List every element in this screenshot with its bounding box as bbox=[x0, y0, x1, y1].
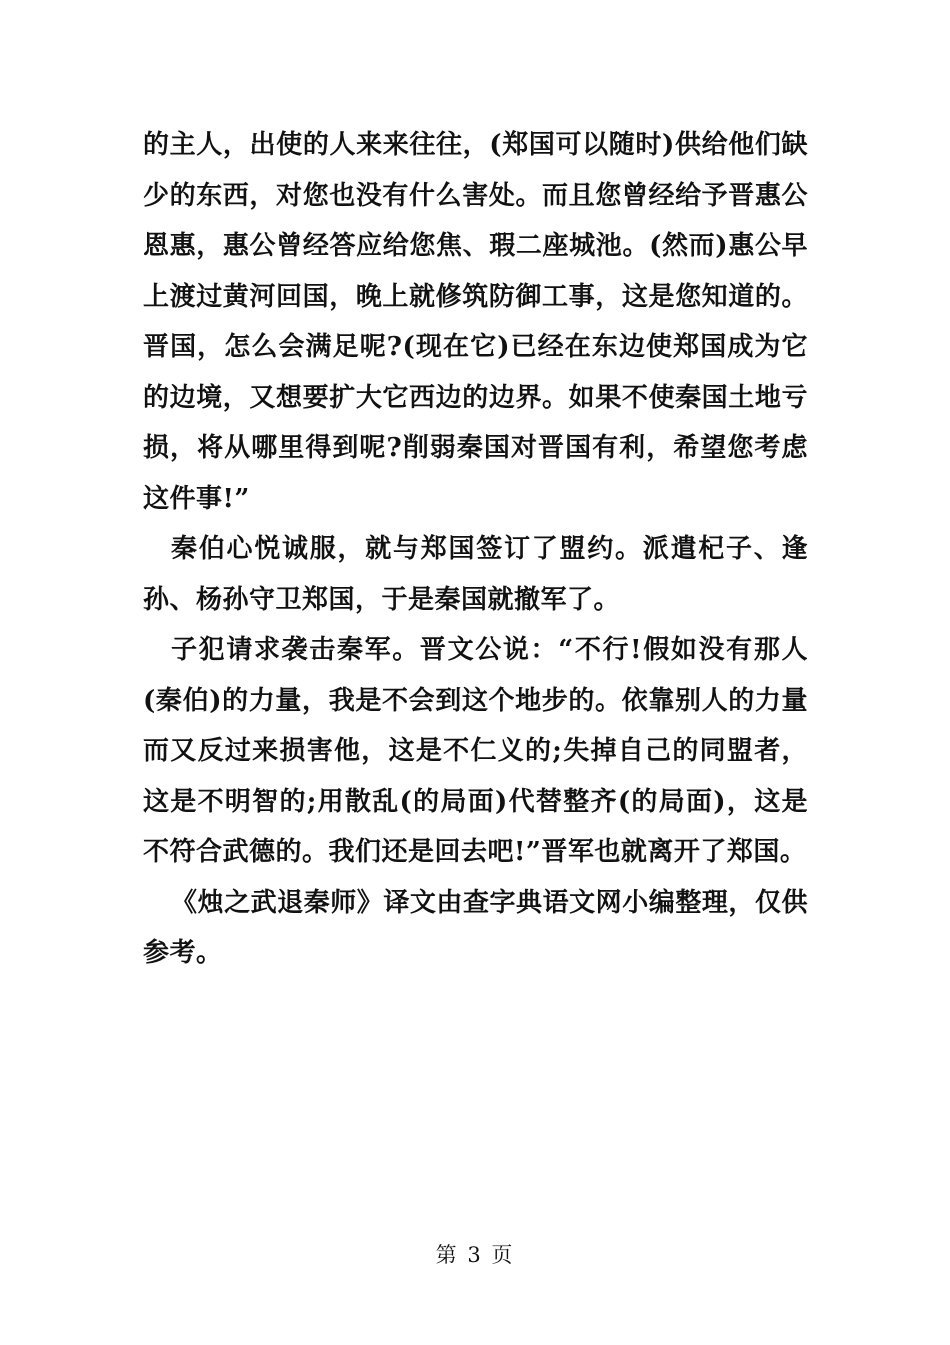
paragraph-4: 《烛之武退秦师》译文由查字典语文网小编整理，仅供参考。 bbox=[143, 887, 808, 968]
document-body bbox=[143, 120, 808, 979]
paragraph-3: 子犯请求袭击秦军。晋文公说：“不行!假如没有那人(秦伯)的力量，我是不会到这个地步的。依靠别人的力量而又反过来损害他，这是不仁义的;失掉自己的同盟者，这是不明智的;用散乱(的局面)代替整齐(的局面)，这是不符合武德的。我们还是回去吧!”晋军也就离开了郑国。 bbox=[143, 635, 808, 867]
page-number: 第 3 页 bbox=[435, 1243, 515, 1267]
paragraph-1: 的主人，出使的人来来往往，(郑国可以随时)供给他们缺少的东西，对您也没有什么害处。而且您曾经给予晋惠公恩惠，惠公曾经答应给您焦、瑕二座城池。(然而)惠公早上渡过黄河回国，晚上就修筑防御工事，这是您知道的。晋国，怎么会满足呢?(现在它)已经在东边使郑国成为它的边境，又想要扩大它西边的边界。如果不使秦国土地亏损，将从哪里得到呢?削弱秦国对晋国有利，希望您考虑这件事!” bbox=[143, 130, 808, 514]
paragraph-2: 秦伯心悦诚服，就与郑国签订了盟约。派遣杞子、逢孙、杨孙守卫郑国，于是秦国就撤军了。 bbox=[143, 534, 808, 615]
